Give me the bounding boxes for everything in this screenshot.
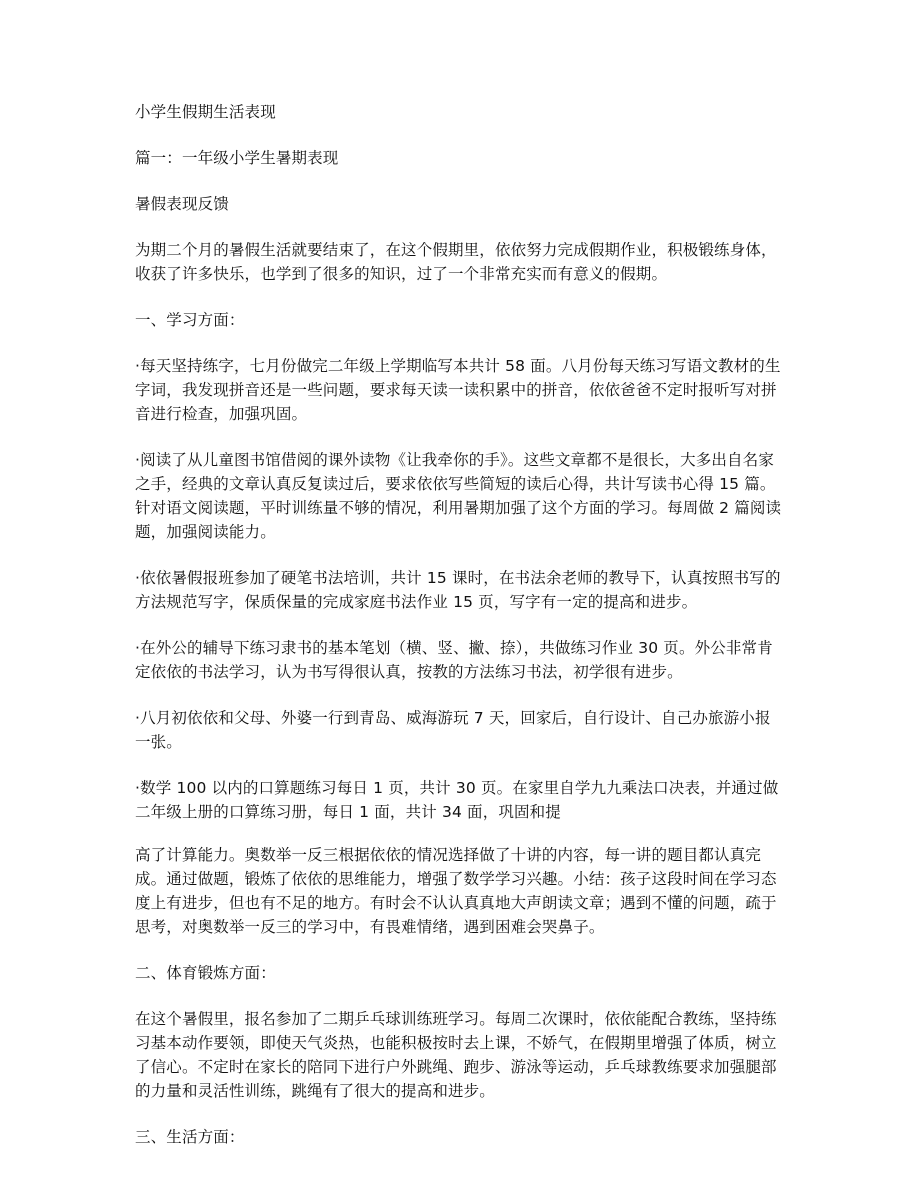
paragraph-clerical-script: ·在外公的辅导下练习隶书的基本笔划（横、竖、撇、捺），共做练习作业 30 页。外公非常肯定依依的书法学习，认为书写得很认真，按教的方法练习书法，初学很有进步。 xyxy=(135,639,773,681)
section-heading-sports: 二、体育锻炼方面： xyxy=(135,964,276,982)
section-heading-study: 一、学习方面： xyxy=(135,311,245,329)
document-heading: 暑假表现反馈 xyxy=(135,195,229,213)
document-title: 小学生假期生活表现 xyxy=(135,103,276,121)
paragraph-math: ·数学 100 以内的口算题练习每日 1 页，共计 30 页。在家里自学九九乘法口决表，并通过做二年级上册的口算练习册，每日 1 面，共计 34 面，巩固和提 xyxy=(135,779,779,821)
document-subtitle: 篇一：一年级小学生暑期表现 xyxy=(135,149,339,167)
section-heading-life: 三、生活方面： xyxy=(135,1128,245,1146)
paragraph-reading: ·阅读了从儿童图书馆借阅的课外读物《让我牵你的手》。这些文章都不是很长，大多出自名家之手，经典的文章认真反复读过后，要求依依写些简短的读后心得，共计写读书心得 15 篇。针对语文阅读题，平时训练量不够的情况，利用暑期加强了这个方面的学习。每周做 2 篇阅读题，加强阅读能力。 xyxy=(135,451,782,541)
document-page xyxy=(135,100,785,1149)
paragraph-travel: ·八月初依依和父母、外婆一行到青岛、威海游玩 7 天，回家后，自行设计、自己办旅游小报一张。 xyxy=(135,709,771,751)
paragraph-calligraphy-class: ·依依暑假报班参加了硬笔书法培训，共计 15 课时，在书法余老师的教导下，认真按照书写的方法规范写字，保质保量的完成家庭书法作业 15 页，写字有一定的提高和进步。 xyxy=(135,569,781,611)
paragraph-math-continued: 高了计算能力。奥数举一反三根据依依的情况选择做了十讲的内容，每一讲的题目都认真完成。通过做题，锻炼了依依的思维能力，增强了数学学习兴趣。小结：孩子这段时间在学习态度上有进步，但也有不足的地方。有时会不认认真真地大声朗读文章；遇到不懂的问题，疏于思考，对奥数举一反三的学习中，有畏难情绪，遇到困难会哭鼻子。 xyxy=(135,846,777,936)
paragraph-intro: 为期二个月的暑假生活就要结束了，在这个假期里，依依努力完成假期作业，积极锻练身体，收获了许多快乐，也学到了很多的知识，过了一个非常充实而有意义的假期。 xyxy=(135,241,777,283)
paragraph-handwriting: ·每天坚持练字，七月份做完二年级上学期临写本共计 58 面。八月份每天练习写语文教材的生字词，我发现拼音还是一些问题，要求每天读一读积累中的拼音，依依爸爸不定时报听写对拼音进行检查，加强巩固。 xyxy=(135,357,781,423)
paragraph-sports: 在这个暑假里，报名参加了二期乒乓球训练班学习。每周二次课时，依依能配合教练，坚持练习基本动作要领，即使天气炎热，也能积极按时去上课，不娇气，在假期里增强了体质，树立了信心。不定时在家长的陪同下进行户外跳绳、跑步、游泳等运动，乒乓球教练要求加强腿部的力量和灵活性训练，跳绳有了很大的提高和进步。 xyxy=(135,1010,777,1100)
